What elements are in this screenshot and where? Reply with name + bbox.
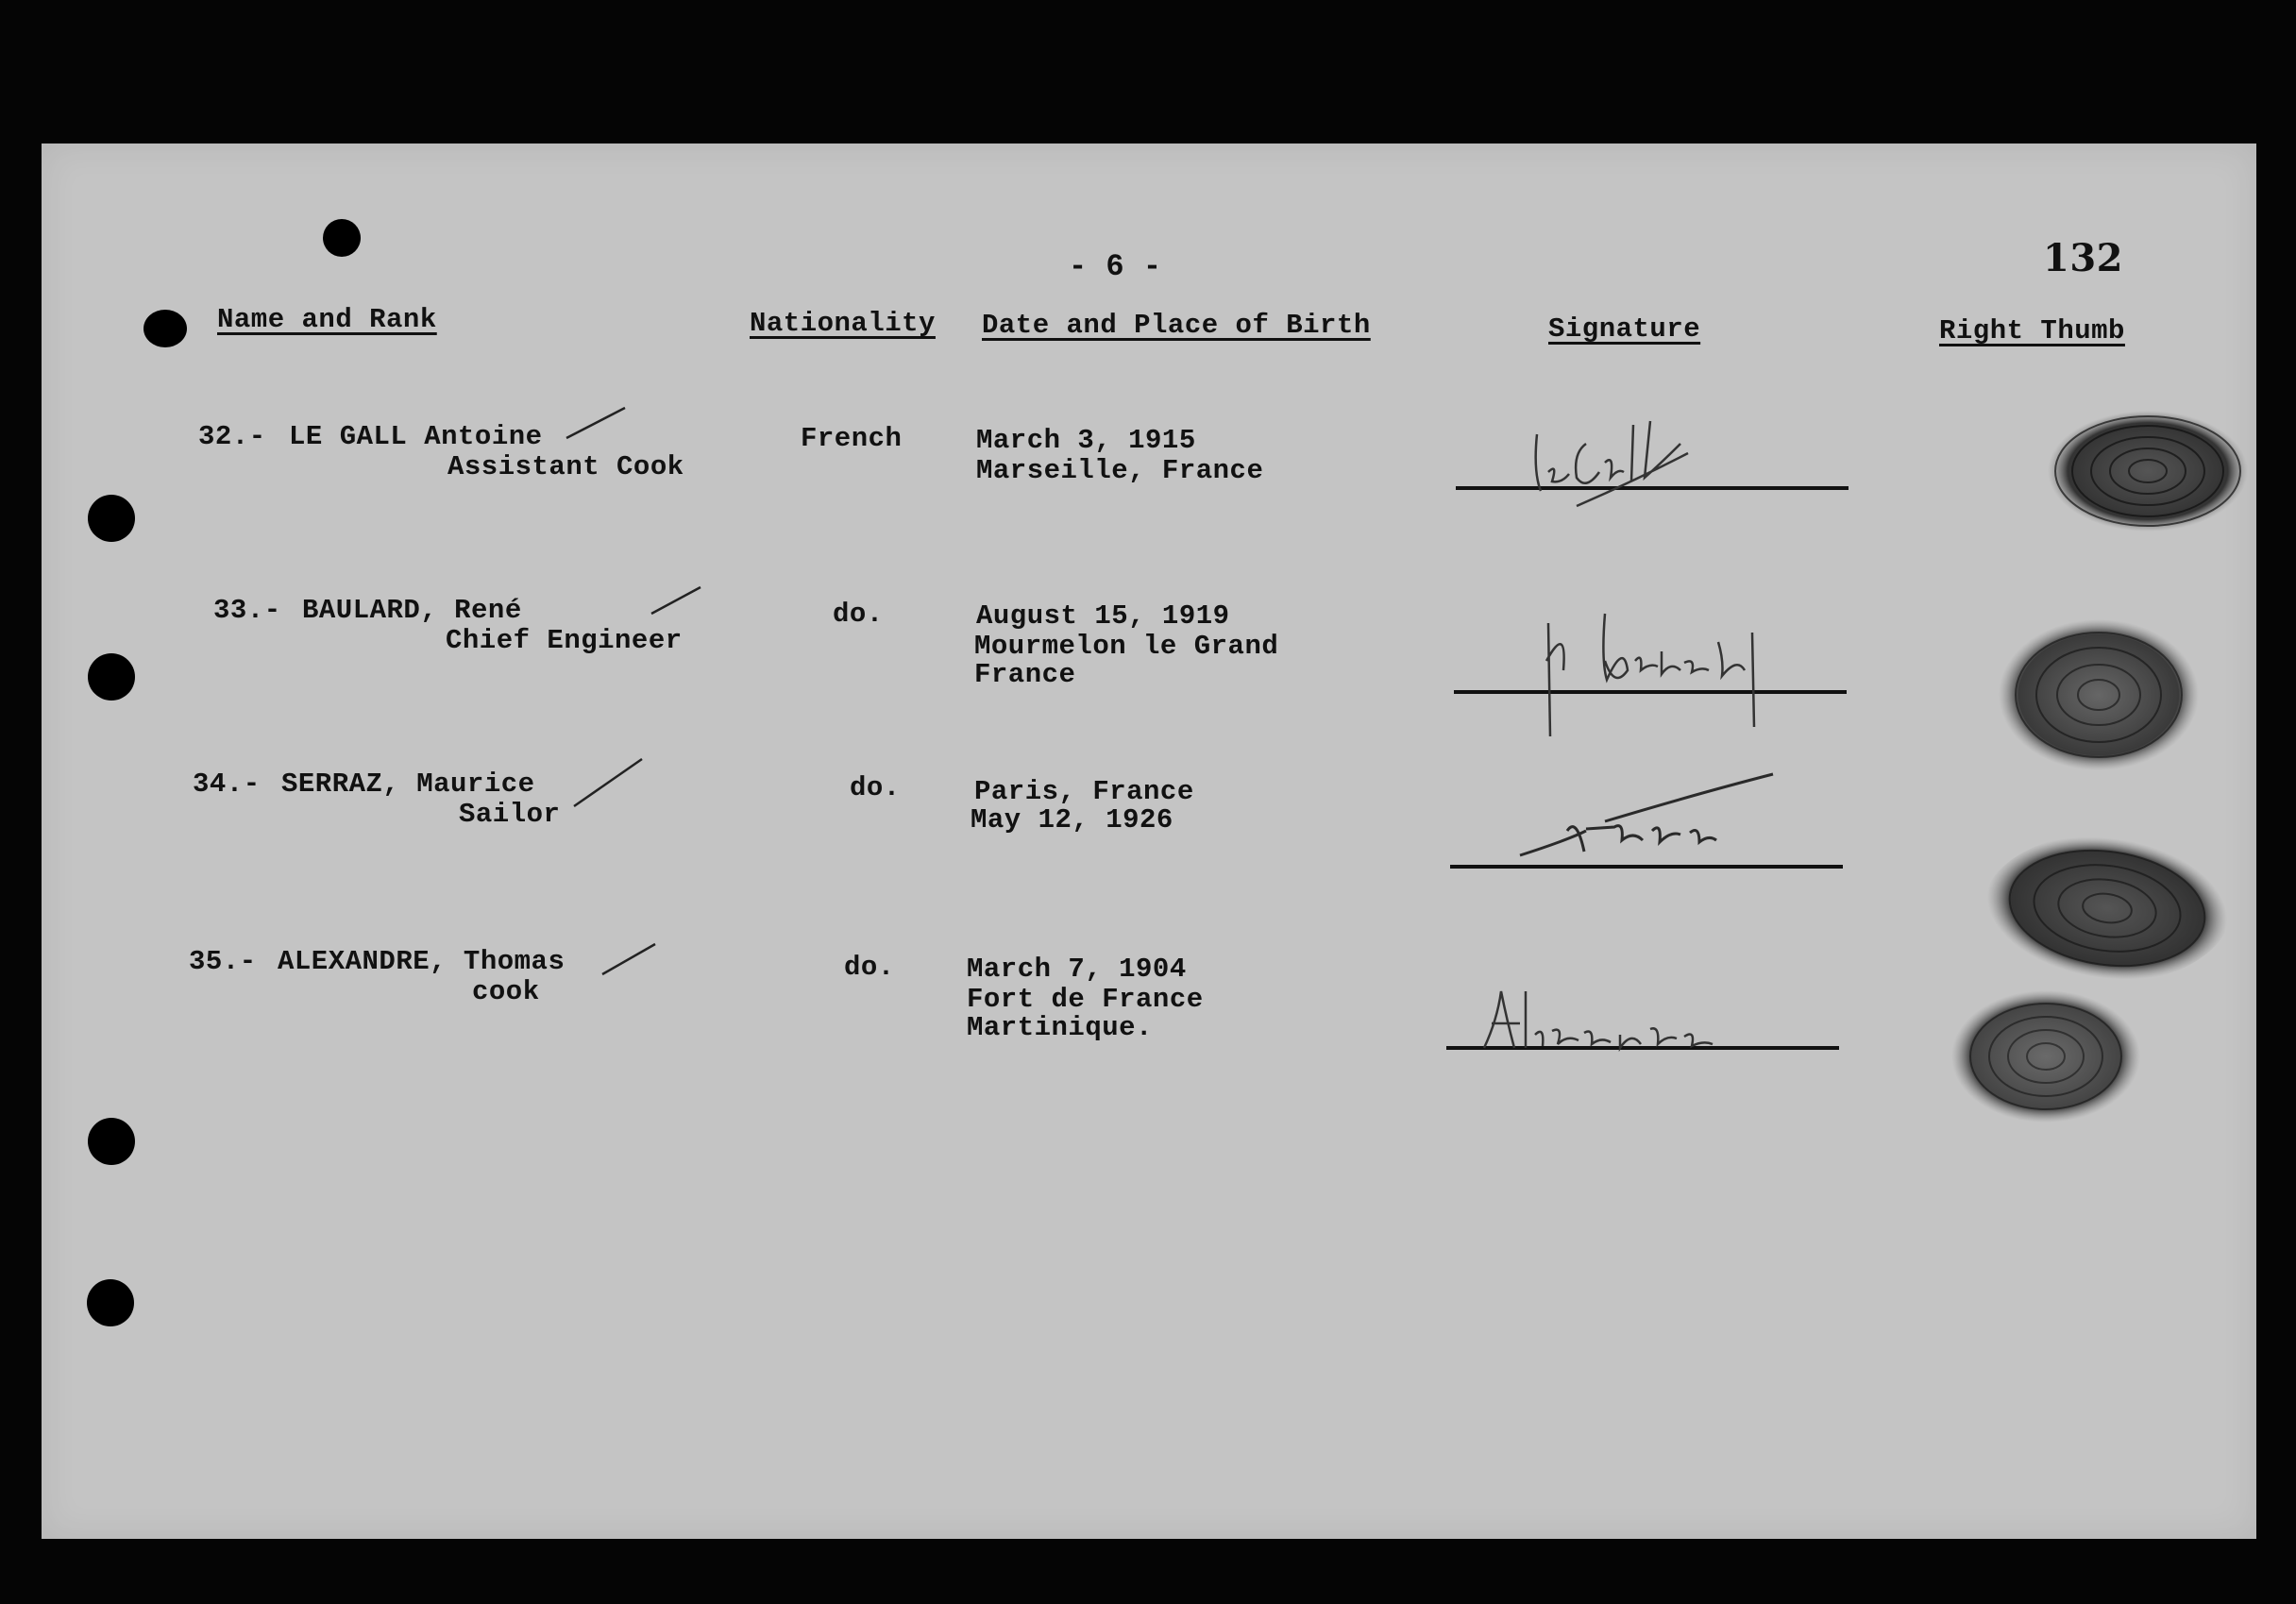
signature-line: [1450, 865, 1843, 869]
entry-name: SERRAZ, Maurice: [281, 768, 535, 800]
check-mark: [599, 940, 659, 978]
entry-birth-place: Fort de France: [967, 984, 1204, 1015]
header-signature: Signature: [1548, 313, 1701, 345]
entry-birth-date: August 15, 1919: [976, 600, 1230, 632]
punch-hole: [88, 653, 135, 701]
entry-birth-place: Marseille, France: [976, 455, 1264, 486]
entry-birth-place: Paris, France: [974, 776, 1194, 807]
ink-blot: [144, 310, 187, 347]
folio-number: 132: [2043, 236, 2123, 280]
check-mark: [648, 583, 704, 617]
entry-name: BAULARD, René: [302, 595, 522, 626]
header-thumb: Right Thumb: [1939, 315, 2125, 346]
entry-birth-date: May 12, 1926: [971, 804, 1173, 836]
check-mark: [563, 404, 629, 442]
handwritten-signature: [1511, 765, 1784, 859]
punch-hole: [87, 1279, 134, 1326]
thumbprint: [1983, 833, 2232, 984]
entry-nationality: do.: [850, 772, 901, 803]
entry-nationality: do.: [844, 952, 895, 983]
handwritten-signature: [1529, 604, 1765, 746]
entry-rank: Chief Engineer: [446, 625, 683, 656]
entry-rank: Assistant Cook: [447, 451, 684, 482]
document-page: [42, 144, 2256, 1539]
entry-birth-date: March 7, 1904: [967, 954, 1187, 985]
punch-hole: [88, 495, 135, 542]
entry-number: 35.-: [189, 946, 257, 977]
entry-name: LE GALL Antoine: [289, 421, 543, 452]
entry-rank: Sailor: [459, 799, 561, 830]
handwritten-signature: [1473, 982, 1728, 1057]
header-birth: Date and Place of Birth: [982, 310, 1371, 341]
entry-birth-date: March 3, 1915: [976, 425, 1196, 456]
handwritten-signature: [1520, 415, 1699, 519]
entry-number: 33.-: [213, 595, 281, 626]
entry-name: ALEXANDRE, Thomas: [278, 946, 566, 977]
entry-rank: cook: [472, 976, 540, 1007]
header-nationality: Nationality: [750, 308, 936, 339]
ink-blot: [323, 219, 361, 257]
thumbprint: [1949, 988, 2143, 1125]
punch-hole: [88, 1118, 135, 1165]
header-name-rank: Name and Rank: [217, 304, 437, 335]
entry-birth-place: Mourmelon le Grand: [974, 631, 1279, 662]
entry-birth-country: Martinique.: [967, 1012, 1153, 1043]
entry-nationality: do.: [833, 599, 884, 630]
thumbprint: [2045, 408, 2251, 534]
check-mark: [570, 755, 646, 810]
entry-nationality: French: [801, 423, 903, 454]
entry-number: 34.-: [193, 768, 261, 800]
thumbprint: [1996, 616, 2202, 774]
page-number: - 6 -: [1069, 249, 1162, 284]
entry-number: 32.-: [198, 421, 266, 452]
entry-birth-country: France: [974, 659, 1076, 690]
